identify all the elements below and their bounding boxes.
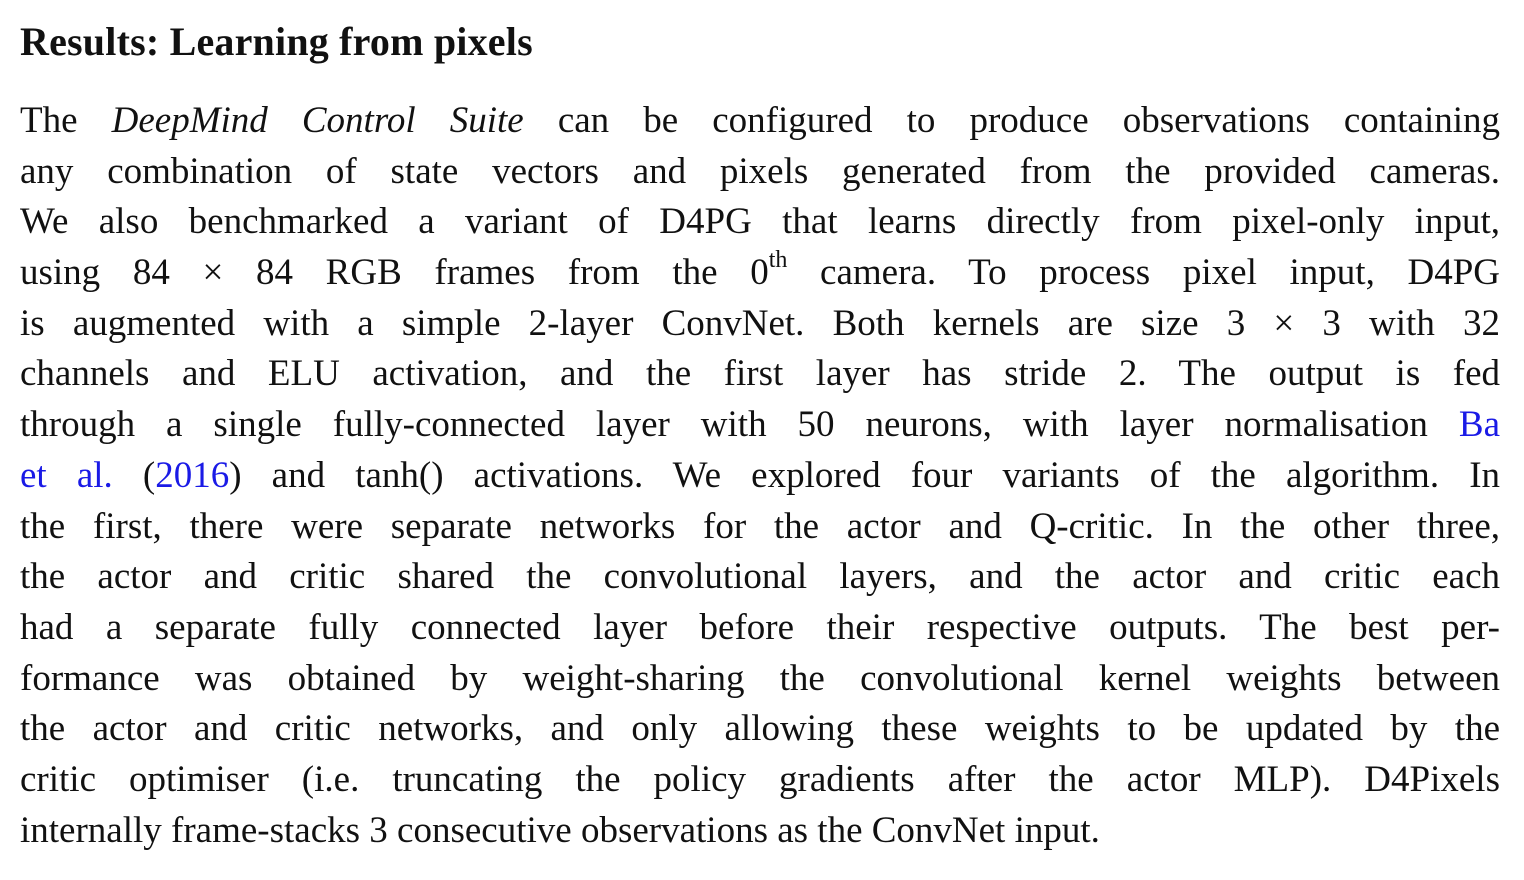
section-heading: Results: Learning from pixels: [20, 19, 533, 64]
citation-year-link[interactable]: 2016: [155, 454, 230, 496]
text-line-6: channels and ELU activation, and the first layer has stride 2. The output is fed: [20, 353, 1500, 395]
text-line-11: had a separate fully connected layer before their respective outputs. The best per-: [20, 606, 1500, 648]
text-line-12: formance was obtained by weight-sharing the convolutional kernel weights between: [20, 657, 1500, 699]
text-line-3: We also benchmarked a variant of D4PG that learns directly from pixel-only input,: [20, 201, 1500, 243]
text-line-2: any combination of state vectors and pixels generated from the provided cameras.: [20, 150, 1500, 192]
line-8-end: ) and tanh() activations. We explored four variants of the algorithm. In: [229, 454, 1501, 496]
text-line-7: [20, 400, 1500, 451]
text-line-15: internally frame-stacks 3 consecutive observations as the ConvNet input.: [20, 809, 1100, 851]
text-line-14: critic optimiser (i.e. truncating the policy gradients after the actor MLP). D4Pixels: [20, 758, 1500, 800]
text-line-9: the first, there were separate networks for the actor and Q-critic. In the other three,: [20, 505, 1500, 547]
text-line-1: [20, 96, 1500, 147]
ordinal-superscript: th: [768, 246, 788, 273]
line-4-start: using 84 × 84 RGB frames from the 0: [20, 252, 769, 294]
open-paren: (: [142, 454, 156, 496]
citation-author-link[interactable]: Ba: [1458, 404, 1501, 446]
line-7-start: through a single fully-connected layer with 50 neurons, with layer normalisation: [20, 404, 1428, 446]
text-line-10: the actor and critic shared the convolutional layers, and the actor and critic each: [20, 556, 1500, 598]
line-1-end: can be configured to produce observations containing: [557, 100, 1501, 141]
suite-name-italic: DeepMind Control Suite: [111, 100, 524, 141]
paragraph: [20, 96, 1500, 856]
text-line-8: [20, 451, 1500, 502]
line-1-start: The: [20, 100, 78, 141]
text-line-5: is augmented with a simple 2-layer ConvNet. Both kernels are size 3 × 3 with 32: [20, 302, 1500, 344]
line-4-end: camera. To process pixel input, D4PG: [787, 252, 1500, 294]
citation-author-link-cont[interactable]: et al.: [20, 454, 113, 496]
text-line-4: [20, 248, 1500, 299]
text-line-13: the actor and critic networks, and only allowing these weights to be updated by the: [20, 708, 1500, 750]
